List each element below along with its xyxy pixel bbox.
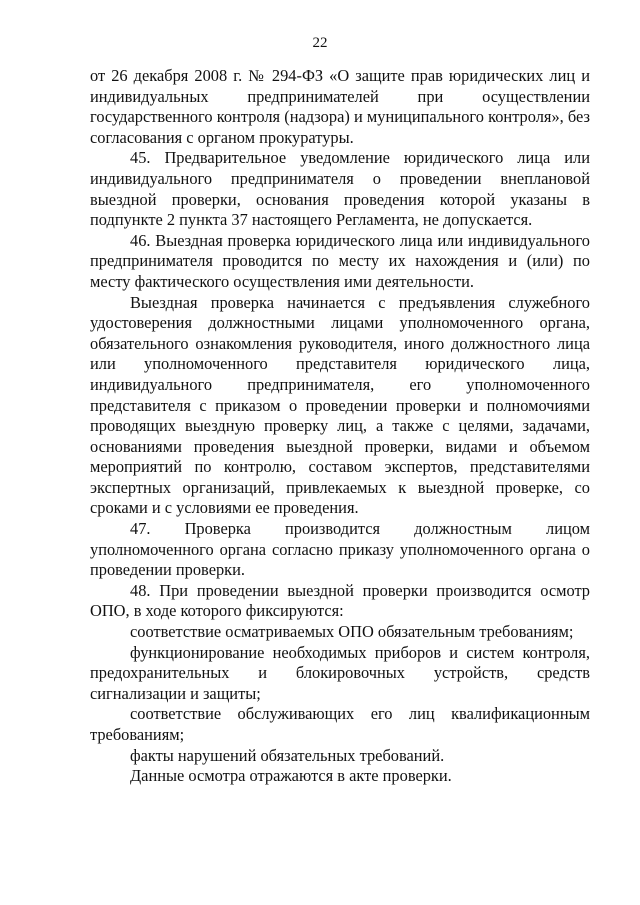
paragraph-47: 47. Проверка производится должностным лицом уполномоченного органа согласно приказу уполномоченного органа о проведении проверки. xyxy=(90,519,590,580)
paragraph-inspection-act: Данные осмотра отражаются в акте проверки. xyxy=(130,766,452,786)
paragraph-46: 46. Выездная проверка юридического лица или индивидуального предпринимателя проводится по месту их нахождения и (или) по месту фактического осуществления ими деятельности. xyxy=(90,230,590,291)
paragraph-45: 45. Предварительное уведомление юридического лица или индивидуального предпринимателя о проведении внеплановой выездной проверки, основания проведения которой указаны в подпункте 2 пункта 37 настоящего Регламента, не допускается. xyxy=(90,148,590,230)
paragraph-48: 48. При проведении выездной проверки производится осмотр ОПО, в ходе которого фиксируются: xyxy=(90,580,590,621)
list-item-violations: факты нарушений обязательных требований. xyxy=(130,745,445,765)
paragraph-inspection-start: Выездная проверка начинается с предъявления служебного удостоверения должностными лицами уполномоченного органа, обязательного ознакомления руководителя, иного должностного лица или уполномоченного представителя юридического лица, индивидуального предпринимателя, его уполномоченного представителя с приказом о проведении проверки и полномочиями проводящих выездную проверку лиц, а также с целями, задачами, основаниями проведения выездной проверки, видами и объемом мероприятий по контролю, составом экспертов, представителями экспертных организаций, привлекаемых к выездной проверке, со сроками и с условиями ее проведения. xyxy=(90,292,590,518)
document-body xyxy=(90,66,590,787)
page-number: 22 xyxy=(312,35,328,51)
list-item-functioning: функционирование необходимых приборов и систем контроля, предохранительных и блокировочных устройств, средств сигнализации и защиты; xyxy=(90,642,590,703)
list-item-qualification: соответствие обслуживающих его лиц квалификационным требованиям; xyxy=(90,704,590,744)
list-item-compliance: соответствие осматриваемых ОПО обязательным требованиям; xyxy=(130,622,574,642)
paragraph-continuation: от 26 декабря 2008 г. № 294-ФЗ «О защите прав юридических лиц и индивидуальных предпринимателей при осуществлении государственного контроля (надзора) и муниципального контроля», без согласования с органом прокуратуры. xyxy=(90,66,590,147)
